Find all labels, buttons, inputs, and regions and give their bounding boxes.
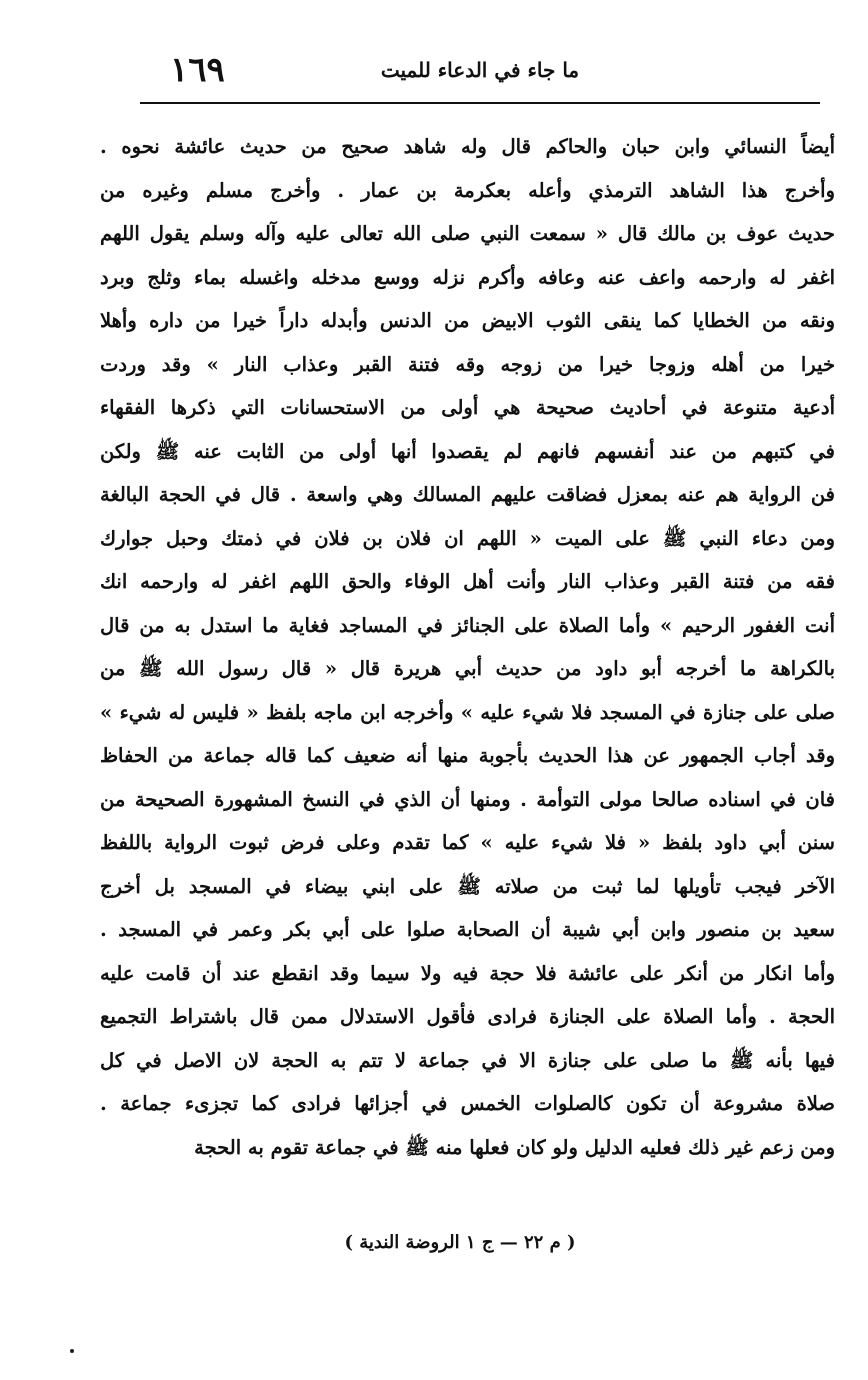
text-line: في كتبهم من عند أنفسهم فانهم لم يقصدوا أنها أولى من الثابت عنه ﷺ ولكن <box>100 439 835 463</box>
page-header <box>140 50 820 100</box>
text-line: أنت الغفور الرحيم » وأما الصلاة على الجنائز في المساجد فغاية ما استدل به من قال <box>100 613 835 637</box>
text-line: الآخر فيجب تأويلها لما ثبت من صلاته ﷺ على ابني بيضاء في المسجد بل أخرج <box>100 874 835 898</box>
text-line: أدعية متنوعة في أحاديث صحيحة هي أولى من الاستحسانات التي ذكرها الفقهاء <box>100 396 835 419</box>
text-line: فن الرواية هم عنه بمعزل فضاقت عليهم المسالك وهي واسعة . قال في الحجة البالغة <box>100 483 835 506</box>
text-line: صلى على جنازة في المسجد فلا شيء عليه » وأخرجه ابن ماجه بلفظ « فليس له شيء » <box>100 700 835 724</box>
text-line: فان في اسناده صالحا مولى التوأمة . ومنها أن الذي في النسخ المشهورة الصحيحة من <box>100 787 835 811</box>
text-line: خيرا من أهله وزوجا خيرا من زوجه وقه فتنة القبر وعذاب النار » وقد وردت <box>100 352 835 376</box>
text-line: ونقه من الخطايا كما ينقى الثوب الابيض من الدنس وأبدله داراً خيرا من داره وأهلا <box>100 309 835 332</box>
text-line: وأخرج هذا الشاهد الترمذي وأعله بعكرمة بن عمار . وأخرج مسلم وغيره من <box>100 178 835 202</box>
body-text <box>100 125 835 1169</box>
text-line: وأما انكار من أنكر على عائشة فلا حجة فيه ولا سيما وقد انقطع عند أن قامت عليه <box>100 961 835 985</box>
text-line: بالكراهة ما أخرجه أبو داود من حديث أبي هريرة قال « قال رسول الله ﷺ من <box>100 657 835 680</box>
running-title: ما جاء في الدعاء للميت <box>380 58 580 82</box>
text-line: ومن دعاء النبي ﷺ على الميت « اللهم ان فلان بن فلان في ذمتك وحبل جوارك <box>100 526 835 550</box>
page-number: ١٦٩ <box>170 50 225 90</box>
header-rule <box>140 102 820 104</box>
text-line: ومن زعم غير ذلك فعليه الدليل ولو كان فعلها منه ﷺ في جماعة تقوم به الحجة <box>194 1135 835 1159</box>
text-line: سعيد بن منصور وابن أبي شيبة أن الصحابة صلوا على أبي بكر وعمر في المسجد . <box>100 918 835 941</box>
text-line: الحجة . وأما الصلاة على الجنازة فرادى فأقول الاستدلال ممن قال باشتراط التجميع <box>100 1005 835 1028</box>
speck-mark <box>70 1349 74 1353</box>
text-line: اغفر له وارحمه واعف عنه وعافه وأكرم نزله ووسع مدخله واغسله بماء وثلج وبرد <box>100 265 835 289</box>
text-line: أيضاً النسائي وابن حبان والحاكم قال وله شاهد صحيح من حديث عائشة نحوه . <box>100 135 835 158</box>
text-line: سنن أبي داود بلفظ « فلا شيء عليه » كما تقدم وعلى فرض ثبوت الرواية باللفظ <box>100 831 835 854</box>
text-line: وقد أجاب الجمهور عن هذا الحديث بأجوبة منها أنه ضعيف كما قاله جماعة من الحفاظ <box>100 744 835 767</box>
text-line: حديث عوف بن مالك قال « سمعت النبي صلى الله تعالى عليه وآله وسلم يقول اللهم <box>100 222 835 245</box>
text-line: فقه من فتنة القبر وعذاب النار وأنت أهل الوفاء والحق اللهم اغفر له وارحمه انك <box>100 570 835 593</box>
footer-signature: ( م ٢٢ — ج ١ الروضة الندية ) <box>344 1232 576 1253</box>
text-line: فيها بأنه ﷺ ما صلى على جنازة الا في جماعة لا تتم به الحجة لان الاصل في كل <box>100 1048 835 1072</box>
text-line: صلاة مشروعة أن تكون كالصلوات الخمس في أجزائها فرادى كما تجزىء جماعة . <box>100 1092 835 1115</box>
